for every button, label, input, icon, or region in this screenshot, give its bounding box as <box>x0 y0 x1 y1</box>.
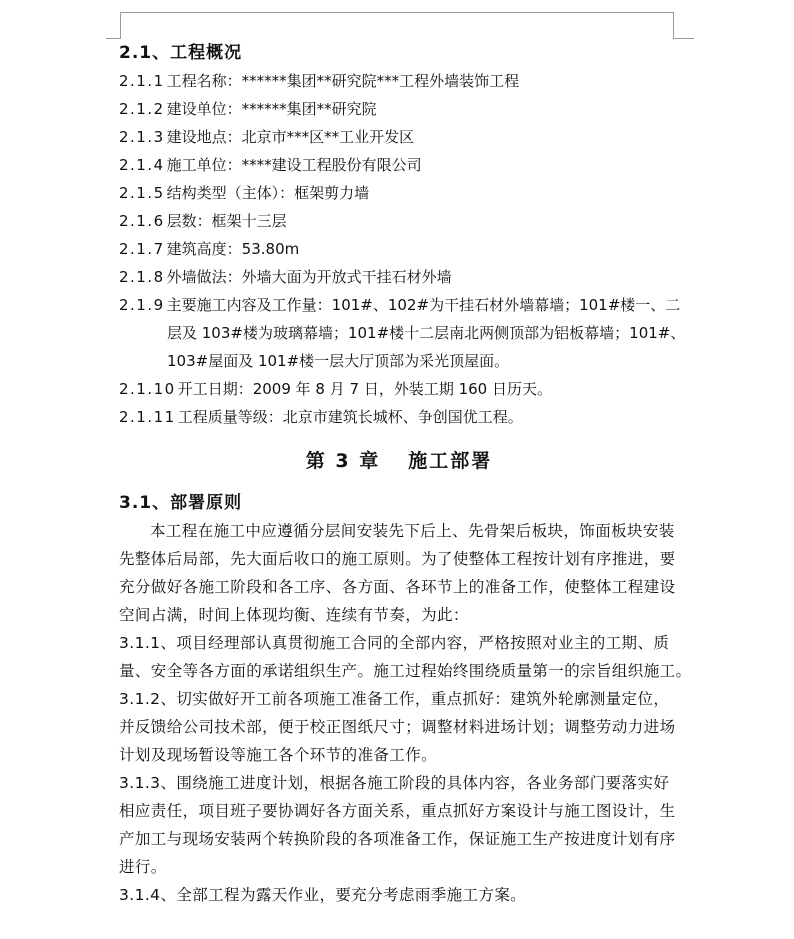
section-heading-3-1: 3.1、部署原则 <box>119 493 243 513</box>
section-heading-2-1: 2.1、工程概况 <box>119 43 243 63</box>
chapter-heading <box>119 435 679 487</box>
item-number: 2.1.1 <box>119 72 165 90</box>
chapter-label: 第 3 章 <box>305 450 381 472</box>
list-item <box>119 403 679 431</box>
item-text: 建设地点：北京市***区**工业开发区 <box>166 128 415 146</box>
item-text: 施工单位：****建设工程股份有限公司 <box>166 156 422 174</box>
page-corner-mark-left <box>106 12 121 39</box>
item-text: 结构类型（主体）：框架剪力墙 <box>166 184 370 202</box>
list-item-continuation: 103#屋面及 101#楼一层大厅顶部为采光顶屋面。 <box>167 352 510 370</box>
paragraph-line: 本工程在施工中应遵循分层间安装先下后上、先骨架后板块，饰面板块安装 <box>150 522 675 540</box>
item-text: 建设单位：******集团**研究院 <box>166 100 377 118</box>
paragraph-line: 量、安全等各方面的承诺组织生产。施工过程始终围绕质量第一的宗旨组织施工。 <box>119 662 692 680</box>
item-text: 主要施工内容及工作量：101#、102#为干挂石材外墙幕墙；101#楼一、二 <box>166 296 681 314</box>
list-item <box>119 67 679 95</box>
list-item <box>119 179 679 207</box>
list-item <box>119 291 679 319</box>
list-item <box>119 123 679 151</box>
item-number: 2.1.4 <box>119 156 165 174</box>
item-number: 2.1.9 <box>119 296 165 314</box>
item-text: 建筑高度：53.80m <box>166 240 300 258</box>
list-item <box>119 207 679 235</box>
paragraph-line: 进行。 <box>119 858 167 876</box>
item-number: 2.1.8 <box>119 268 165 286</box>
paragraph-line: 3.1.1、项目经理部认真贯彻施工合同的全部内容，严格按照对业主的工期、质 <box>119 634 670 652</box>
paragraph-line: 3.1.2、切实做好开工前各项施工准备工作，重点抓好：建筑外轮廓测量定位， <box>119 690 670 708</box>
item-number: 2.1.7 <box>119 240 165 258</box>
paragraph-line: 产加工与现场安装两个转换阶段的各项准备工作，保证施工生产按进度计划有序 <box>119 830 676 848</box>
document-body <box>119 39 692 909</box>
item-text: 工程质量等级：北京市建筑长城杯、争创国优工程。 <box>177 408 523 426</box>
item-number: 2.1.3 <box>119 128 165 146</box>
list-item-continuation: 层及 103#楼为玻璃幕墙；101#楼十二层南北两侧顶部为铝板幕墙；101#、 <box>167 324 686 342</box>
paragraph-line: 相应责任，项目班子要协调好各方面关系，重点抓好方案设计与施工图设计，生 <box>119 802 676 820</box>
item-text: 工程名称：******集团**研究院***工程外墙装饰工程 <box>166 72 520 90</box>
paragraph-line: 3.1.4、全部工程为露天作业，要充分考虑雨季施工方案。 <box>119 886 527 904</box>
chapter-title: 施工部署 <box>408 450 493 472</box>
paragraph-line: 3.1.3、围绕施工进度计划，根据各施工阶段的具体内容，各业务部门要落实好 <box>119 774 670 792</box>
list-item <box>119 151 679 179</box>
list-item <box>119 235 679 263</box>
paragraph-line: 先整体后局部，先大面后收口的施工原则。为了使整体工程按计划有序推进，要 <box>119 550 676 568</box>
item-number: 2.1.11 <box>119 408 176 426</box>
item-number: 2.1.6 <box>119 212 165 230</box>
paragraph-line: 充分做好各施工阶段和各工序、各方面、各环节上的准备工作，使整体工程建设 <box>119 578 676 596</box>
paragraph-line: 计划及现场暂设等施工各个环节的准备工作。 <box>119 746 438 764</box>
paragraph-line: 并反馈给公司技术部，便于校正图纸尺寸；调整材料进场计划；调整劳动力进场 <box>119 718 676 736</box>
list-item <box>119 95 679 123</box>
item-text: 层数：框架十三层 <box>166 212 287 230</box>
page-corner-mark-right <box>673 12 694 39</box>
item-number: 2.1.5 <box>119 184 165 202</box>
item-text: 开工日期：2009 年 8 月 7 日，外装工期 160 日历天。 <box>177 380 552 398</box>
item-number: 2.1.2 <box>119 100 165 118</box>
list-item <box>119 375 679 403</box>
page-top-border <box>120 12 673 13</box>
paragraph-line: 空间占满，时间上体现均衡、连续有节奏，为此： <box>119 606 469 624</box>
item-text: 外墙做法：外墙大面为开放式干挂石材外墙 <box>166 268 452 286</box>
list-item <box>119 263 679 291</box>
item-number: 2.1.10 <box>119 380 176 398</box>
